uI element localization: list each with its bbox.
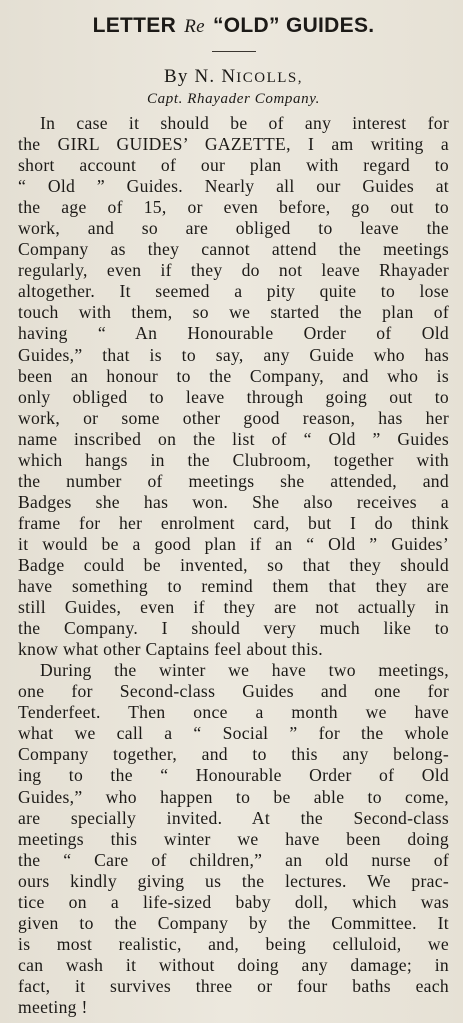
text-line: work, and so are obliged to leave the: [18, 218, 449, 239]
text-line: the number of meetings she attended, and: [18, 470, 449, 491]
text-line: Company as they cannot attend the meetings: [18, 239, 449, 260]
text-line: having “ An Honourable Order of Old: [18, 323, 449, 344]
text-line: the “ Care of children,” an old nurse of: [18, 849, 449, 870]
headline-letter: LETTER: [92, 14, 177, 37]
text-line: Guides,” that is to say, any Guide who has: [18, 344, 449, 365]
text-line: ours kindly giving us the lectures. We prac-: [18, 870, 449, 891]
text-line: only obliged to leave through going out to: [18, 386, 449, 407]
text-line: tice on a life-sized baby doll, which was: [18, 891, 449, 912]
paragraph-1: [18, 113, 449, 660]
text-line: Badge could be invented, so that they should: [18, 554, 449, 575]
text-line: one for Second-class Guides and one for: [18, 681, 449, 702]
headline-divider: [212, 51, 256, 52]
text-line: can wash it without doing any damage; in: [18, 954, 449, 975]
byline-name-rest: ICOLLS,: [236, 70, 304, 86]
text-line: meetings this winter we have been doing: [18, 828, 449, 849]
byline-prefix: By: [163, 66, 189, 87]
text-line: ing to the “ Honourable Order of Old: [18, 765, 449, 786]
paragraph-2: [18, 660, 449, 1018]
text-line: Guides,” who happen to be able to come,: [18, 786, 449, 807]
headline-old-guides: “OLD” GUIDES.: [212, 14, 375, 37]
author-role: Capt. Rhayader Company.: [147, 91, 320, 107]
text-line: have something to remind them that they are: [18, 576, 449, 597]
article-body: [18, 113, 449, 1018]
text-line: is most realistic, and, being celluloid, we: [18, 933, 449, 954]
text-line: the age of 15, or even before, go out to: [18, 197, 449, 218]
text-line: which hangs in the Clubroom, together with: [18, 449, 449, 470]
text-line: been an honour to the Company, and who is: [18, 365, 449, 386]
text-line: touch with them, so we started the plan of: [18, 302, 449, 323]
text-line: meeting !: [18, 996, 88, 1017]
text-line: what we call a “ Social ” for the whole: [18, 723, 449, 744]
text-line: work, or some other good reason, has her: [18, 407, 449, 428]
text-line: the Company. I should very much like to: [18, 618, 449, 639]
byline-name-initial: N. N: [194, 66, 237, 87]
text-line: Tenderfeet. Then once a month we have: [18, 702, 449, 723]
text-line: the GIRL GUIDES’ GAZETTE, I am writing a: [18, 134, 449, 155]
text-line: altogether. It seemed a pity quite to lose: [18, 281, 449, 302]
text-line: fact, it survives three or four baths each: [18, 975, 449, 996]
text-line: frame for her enrolment card, but I do think: [18, 512, 449, 533]
author-byline: [18, 66, 449, 89]
text-line: During the winter we have two meetings,: [40, 660, 449, 681]
text-line: are specially invited. At the Second-class: [18, 807, 449, 828]
text-line: Company together, and to this any belong-: [18, 744, 449, 765]
text-line: “ Old ” Guides. Nearly all our Guides at: [18, 176, 449, 197]
text-line: Badges she has won. She also receives a: [18, 491, 449, 512]
headline-re: Re: [184, 16, 205, 37]
text-line: it would be a good plan if an “ Old ” Guides’: [18, 533, 449, 554]
text-line: name inscribed on the list of “ Old ” Guides: [18, 428, 449, 449]
text-line: short account of our plan with regard to: [18, 155, 449, 176]
text-line: regularly, even if they do not leave Rhayader: [18, 260, 449, 281]
text-line: In case it should be of any interest for: [40, 113, 449, 133]
text-line: still Guides, even if they are not actually in: [18, 597, 449, 618]
text-line: given to the Company by the Committee. It: [18, 912, 449, 933]
article-headline: [18, 10, 449, 43]
text-line: know what other Captains feel about this.: [18, 639, 323, 660]
